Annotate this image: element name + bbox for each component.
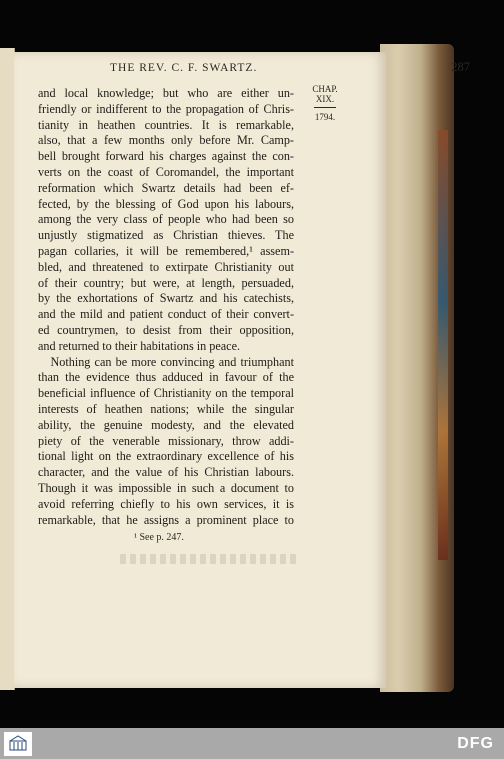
text-line: fected, by the blessing of God upon his labours,: [38, 196, 294, 211]
footnote: ¹ See p. 247.: [134, 532, 184, 543]
text-line: reformation which Swartz details had been ef-: [38, 180, 294, 195]
text-line: bled, and threatened to extirpate Christianity out: [38, 259, 294, 274]
text-line: tional light on the extraordinary excellence of his: [38, 449, 294, 464]
text-line: and local knowledge; but who are either un-: [38, 86, 294, 100]
show-through-bleed: [120, 554, 300, 564]
left-page-edge: [0, 48, 15, 690]
text-line: verts on the coast of Coromandel, the important: [38, 164, 294, 179]
text-line: avoid referring chiefly to his own services, it is: [38, 496, 294, 511]
viewer-footer-bar: [0, 728, 504, 759]
library-seal-graphic: [8, 735, 28, 753]
cover-marbling: [438, 130, 448, 560]
text-line: remarkable, that he assigns a prominent place to: [38, 512, 294, 527]
text-line: character, and the value of his Christian labours.: [38, 465, 294, 480]
dfg-logo[interactable]: DFG: [457, 735, 494, 752]
text-line: Though it was impossible in such a document to: [38, 480, 294, 495]
text-line: friendly or indifferent to the propagation of Chris-: [38, 101, 294, 116]
page-number: 287: [451, 60, 470, 74]
chapter-number: XIX.: [315, 94, 335, 104]
body-text: [38, 86, 294, 528]
running-head: THE REV. C. F. SWARTZ.: [110, 62, 258, 74]
text-line: unjustly stigmatized as Christian thieves. The: [38, 228, 294, 243]
year-label: 1794.: [314, 112, 336, 122]
text-line: by the exhortations of Swartz and his catechists,: [38, 291, 294, 306]
text-line: interests of heathen nations; while the singular: [38, 401, 294, 416]
text-line: among the very class of people who had been so: [38, 212, 294, 227]
text-line: ed countrymen, to desist from their opposition,: [38, 322, 294, 337]
text-line: and the mild and patient conduct of their convert-: [38, 307, 294, 322]
library-seal-icon[interactable]: [4, 732, 32, 756]
margin-note: [300, 84, 350, 122]
margin-rule: [314, 107, 336, 108]
text-line: Nothing can be more convincing and triumphant: [38, 354, 294, 369]
chapter-label: CHAP.: [312, 84, 338, 94]
text-line: pagan collaries, it will be remembered,¹ assem-: [38, 243, 294, 258]
text-line: also, that a few months only before Mr. Camp-: [38, 133, 294, 148]
text-line: than the evidence thus adduced in favour of the: [38, 370, 294, 385]
text-line: tianity in heathen countries. It is remarkable,: [38, 117, 294, 132]
text-line: ability, the genuine modesty, and the elevated: [38, 417, 294, 432]
text-line: piety of the venerable missionary, throw addi-: [38, 433, 294, 448]
text-line: bell brought forward his charges against the con-: [38, 149, 294, 164]
text-line: and returned to their habitations in peace.: [38, 338, 241, 353]
text-line: beneficial influence of Christianity on the temporal: [38, 386, 294, 401]
text-line: of their country; but were, at length, persuaded,: [38, 275, 294, 290]
